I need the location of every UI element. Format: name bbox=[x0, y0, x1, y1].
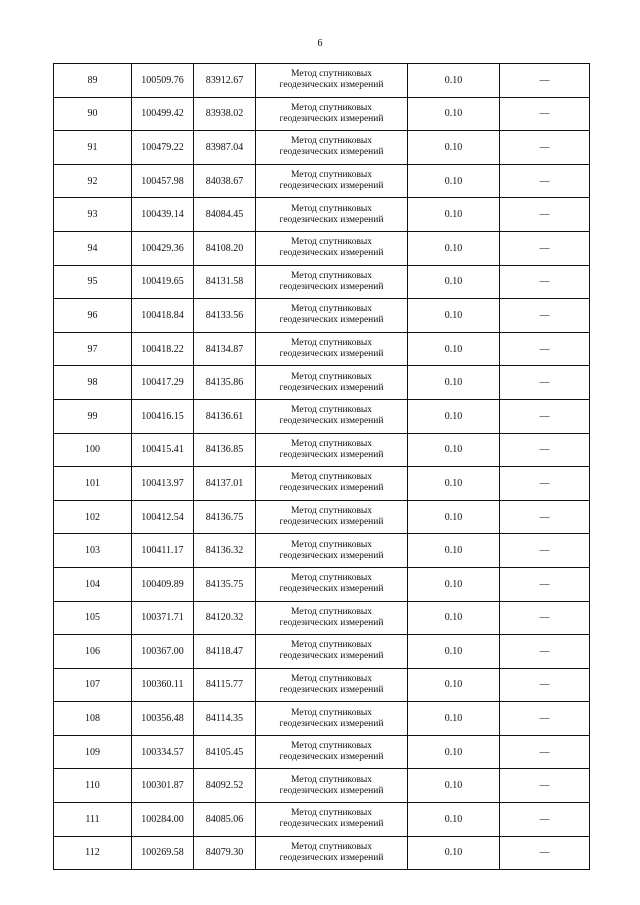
x-coordinate-cell: 100429.36 bbox=[132, 231, 194, 265]
method-cell bbox=[256, 635, 408, 669]
method-line-2: геодезических измерений bbox=[279, 248, 384, 259]
x-coordinate-cell: 100371.71 bbox=[132, 601, 194, 635]
method-line-2: геодезических измерений bbox=[279, 852, 384, 863]
accuracy-cell: 0.10 bbox=[408, 265, 500, 299]
method-line-1: Метод спутниковых bbox=[290, 841, 373, 852]
table-row bbox=[54, 366, 590, 400]
accuracy-cell: 0.10 bbox=[408, 131, 500, 165]
method-line-2: геодезических измерений bbox=[279, 147, 384, 158]
method-line-1: Метод спутниковых bbox=[290, 606, 373, 617]
table-row bbox=[54, 635, 590, 669]
accuracy-cell: 0.10 bbox=[408, 500, 500, 534]
method-cell bbox=[256, 500, 408, 534]
y-coordinate-cell: 84134.87 bbox=[194, 332, 256, 366]
point-number-cell: 94 bbox=[54, 231, 132, 265]
method-line-2: геодезических измерений bbox=[279, 382, 384, 393]
method-line-1: Метод спутниковых bbox=[290, 506, 373, 517]
method-cell bbox=[256, 198, 408, 232]
point-number-cell: 101 bbox=[54, 467, 132, 501]
x-coordinate-cell: 100457.98 bbox=[132, 164, 194, 198]
point-number-cell: 97 bbox=[54, 332, 132, 366]
method-line-2: геодезических измерений bbox=[279, 181, 384, 192]
table-row bbox=[54, 433, 590, 467]
x-coordinate-cell: 100412.54 bbox=[132, 500, 194, 534]
y-coordinate-cell: 84084.45 bbox=[194, 198, 256, 232]
method-line-1: Метод спутниковых bbox=[290, 203, 373, 214]
method-line-2: геодезических измерений bbox=[279, 349, 384, 360]
y-coordinate-cell: 84108.20 bbox=[194, 231, 256, 265]
method-line-2: геодезических измерений bbox=[279, 718, 384, 729]
method-line-1: Метод спутниковых bbox=[290, 136, 373, 147]
x-coordinate-cell: 100499.42 bbox=[132, 97, 194, 131]
x-coordinate-cell: 100418.22 bbox=[132, 332, 194, 366]
y-coordinate-cell: 83938.02 bbox=[194, 97, 256, 131]
method-cell bbox=[256, 735, 408, 769]
method-line-2: геодезических измерений bbox=[279, 752, 384, 763]
accuracy-cell: 0.10 bbox=[408, 164, 500, 198]
accuracy-cell: 0.10 bbox=[408, 567, 500, 601]
y-coordinate-cell: 84038.67 bbox=[194, 164, 256, 198]
x-coordinate-cell: 100416.15 bbox=[132, 399, 194, 433]
method-line-1: Метод спутниковых bbox=[290, 673, 373, 684]
description-cell: — bbox=[500, 265, 590, 299]
x-coordinate-cell: 100439.14 bbox=[132, 198, 194, 232]
y-coordinate-cell: 84115.77 bbox=[194, 668, 256, 702]
point-number-cell: 104 bbox=[54, 567, 132, 601]
point-number-cell: 93 bbox=[54, 198, 132, 232]
table-row bbox=[54, 131, 590, 165]
method-cell bbox=[256, 836, 408, 870]
method-line-1: Метод спутниковых bbox=[290, 304, 373, 315]
coordinates-table bbox=[53, 63, 590, 870]
description-cell: — bbox=[500, 198, 590, 232]
x-coordinate-cell: 100417.29 bbox=[132, 366, 194, 400]
table-row bbox=[54, 97, 590, 131]
table-row bbox=[54, 265, 590, 299]
y-coordinate-cell: 84114.35 bbox=[194, 702, 256, 736]
accuracy-cell: 0.10 bbox=[408, 836, 500, 870]
method-cell bbox=[256, 164, 408, 198]
y-coordinate-cell: 84092.52 bbox=[194, 769, 256, 803]
accuracy-cell: 0.10 bbox=[408, 231, 500, 265]
method-cell bbox=[256, 131, 408, 165]
table-row bbox=[54, 500, 590, 534]
description-cell: — bbox=[500, 668, 590, 702]
accuracy-cell: 0.10 bbox=[408, 702, 500, 736]
method-line-2: геодезических измерений bbox=[279, 449, 384, 460]
description-cell: — bbox=[500, 702, 590, 736]
accuracy-cell: 0.10 bbox=[408, 198, 500, 232]
x-coordinate-cell: 100367.00 bbox=[132, 635, 194, 669]
method-line-2: геодезических измерений bbox=[279, 617, 384, 628]
table-row bbox=[54, 601, 590, 635]
x-coordinate-cell: 100356.48 bbox=[132, 702, 194, 736]
method-line-2: геодезических измерений bbox=[279, 651, 384, 662]
accuracy-cell: 0.10 bbox=[408, 64, 500, 98]
method-line-2: геодезических измерений bbox=[279, 819, 384, 830]
method-line-2: геодезических измерений bbox=[279, 483, 384, 494]
description-cell: — bbox=[500, 131, 590, 165]
method-line-1: Метод спутниковых bbox=[290, 774, 373, 785]
point-number-cell: 100 bbox=[54, 433, 132, 467]
method-line-2: геодезических измерений bbox=[279, 550, 384, 561]
y-coordinate-cell: 84135.86 bbox=[194, 366, 256, 400]
table-row bbox=[54, 164, 590, 198]
description-cell: — bbox=[500, 366, 590, 400]
point-number-cell: 103 bbox=[54, 534, 132, 568]
accuracy-cell: 0.10 bbox=[408, 534, 500, 568]
description-cell: — bbox=[500, 164, 590, 198]
method-cell bbox=[256, 769, 408, 803]
table-row bbox=[54, 534, 590, 568]
accuracy-cell: 0.10 bbox=[408, 433, 500, 467]
page-number: 6 bbox=[317, 38, 323, 49]
description-cell: — bbox=[500, 735, 590, 769]
y-coordinate-cell: 84136.75 bbox=[194, 500, 256, 534]
table-row bbox=[54, 836, 590, 870]
accuracy-cell: 0.10 bbox=[408, 299, 500, 333]
method-cell bbox=[256, 64, 408, 98]
method-line-2: геодезических измерений bbox=[279, 785, 384, 796]
description-cell: — bbox=[500, 534, 590, 568]
table-row bbox=[54, 198, 590, 232]
x-coordinate-cell: 100301.87 bbox=[132, 769, 194, 803]
description-cell: — bbox=[500, 769, 590, 803]
method-line-2: геодезических измерений bbox=[279, 281, 384, 292]
description-cell: — bbox=[500, 601, 590, 635]
point-number-cell: 108 bbox=[54, 702, 132, 736]
description-cell: — bbox=[500, 803, 590, 837]
method-line-2: геодезических измерений bbox=[279, 517, 384, 528]
table-row bbox=[54, 467, 590, 501]
point-number-cell: 102 bbox=[54, 500, 132, 534]
accuracy-cell: 0.10 bbox=[408, 467, 500, 501]
accuracy-cell: 0.10 bbox=[408, 803, 500, 837]
method-cell bbox=[256, 567, 408, 601]
table-row bbox=[54, 231, 590, 265]
point-number-cell: 89 bbox=[54, 64, 132, 98]
method-line-1: Метод спутниковых bbox=[290, 102, 373, 113]
point-number-cell: 99 bbox=[54, 399, 132, 433]
table-row bbox=[54, 735, 590, 769]
y-coordinate-cell: 84120.32 bbox=[194, 601, 256, 635]
method-line-2: геодезических измерений bbox=[279, 315, 384, 326]
x-coordinate-cell: 100509.76 bbox=[132, 64, 194, 98]
method-line-1: Метод спутниковых bbox=[290, 640, 373, 651]
method-line-1: Метод спутниковых bbox=[290, 170, 373, 181]
x-coordinate-cell: 100360.11 bbox=[132, 668, 194, 702]
description-cell: — bbox=[500, 500, 590, 534]
method-cell bbox=[256, 433, 408, 467]
y-coordinate-cell: 83987.04 bbox=[194, 131, 256, 165]
y-coordinate-cell: 84136.32 bbox=[194, 534, 256, 568]
method-cell bbox=[256, 231, 408, 265]
method-cell bbox=[256, 534, 408, 568]
method-cell bbox=[256, 467, 408, 501]
table-row bbox=[54, 64, 590, 98]
method-line-1: Метод спутниковых bbox=[290, 338, 373, 349]
method-line-2: геодезических измерений bbox=[279, 584, 384, 595]
y-coordinate-cell: 84105.45 bbox=[194, 735, 256, 769]
accuracy-cell: 0.10 bbox=[408, 668, 500, 702]
method-cell bbox=[256, 399, 408, 433]
method-cell bbox=[256, 299, 408, 333]
x-coordinate-cell: 100269.58 bbox=[132, 836, 194, 870]
y-coordinate-cell: 84133.56 bbox=[194, 299, 256, 333]
description-cell: — bbox=[500, 64, 590, 98]
x-coordinate-cell: 100415.41 bbox=[132, 433, 194, 467]
point-number-cell: 92 bbox=[54, 164, 132, 198]
y-coordinate-cell: 84079.30 bbox=[194, 836, 256, 870]
method-line-1: Метод спутниковых bbox=[290, 808, 373, 819]
accuracy-cell: 0.10 bbox=[408, 332, 500, 366]
method-cell bbox=[256, 366, 408, 400]
x-coordinate-cell: 100419.65 bbox=[132, 265, 194, 299]
description-cell: — bbox=[500, 567, 590, 601]
table-row bbox=[54, 332, 590, 366]
method-cell bbox=[256, 265, 408, 299]
description-cell: — bbox=[500, 433, 590, 467]
table-row bbox=[54, 803, 590, 837]
method-cell bbox=[256, 601, 408, 635]
y-coordinate-cell: 84136.61 bbox=[194, 399, 256, 433]
description-cell: — bbox=[500, 399, 590, 433]
accuracy-cell: 0.10 bbox=[408, 601, 500, 635]
point-number-cell: 106 bbox=[54, 635, 132, 669]
method-line-1: Метод спутниковых bbox=[290, 573, 373, 584]
y-coordinate-cell: 84135.75 bbox=[194, 567, 256, 601]
y-coordinate-cell: 84085.06 bbox=[194, 803, 256, 837]
point-number-cell: 110 bbox=[54, 769, 132, 803]
coordinates-table-body bbox=[54, 64, 590, 870]
method-cell bbox=[256, 803, 408, 837]
y-coordinate-cell: 83912.67 bbox=[194, 64, 256, 98]
method-line-1: Метод спутниковых bbox=[290, 69, 373, 80]
description-cell: — bbox=[500, 299, 590, 333]
point-number-cell: 90 bbox=[54, 97, 132, 131]
x-coordinate-cell: 100413.97 bbox=[132, 467, 194, 501]
method-line-1: Метод спутниковых bbox=[290, 371, 373, 382]
point-number-cell: 112 bbox=[54, 836, 132, 870]
point-number-cell: 95 bbox=[54, 265, 132, 299]
method-line-2: геодезических измерений bbox=[279, 113, 384, 124]
point-number-cell: 109 bbox=[54, 735, 132, 769]
description-cell: — bbox=[500, 836, 590, 870]
table-row bbox=[54, 668, 590, 702]
method-cell bbox=[256, 332, 408, 366]
method-line-2: геодезических измерений bbox=[279, 416, 384, 427]
y-coordinate-cell: 84136.85 bbox=[194, 433, 256, 467]
method-line-1: Метод спутниковых bbox=[290, 237, 373, 248]
x-coordinate-cell: 100409.89 bbox=[132, 567, 194, 601]
table-row bbox=[54, 702, 590, 736]
accuracy-cell: 0.10 bbox=[408, 769, 500, 803]
accuracy-cell: 0.10 bbox=[408, 635, 500, 669]
accuracy-cell: 0.10 bbox=[408, 97, 500, 131]
point-number-cell: 96 bbox=[54, 299, 132, 333]
point-number-cell: 111 bbox=[54, 803, 132, 837]
x-coordinate-cell: 100479.22 bbox=[132, 131, 194, 165]
method-line-2: геодезических измерений bbox=[279, 80, 384, 91]
method-line-1: Метод спутниковых bbox=[290, 270, 373, 281]
accuracy-cell: 0.10 bbox=[408, 735, 500, 769]
x-coordinate-cell: 100411.17 bbox=[132, 534, 194, 568]
point-number-cell: 98 bbox=[54, 366, 132, 400]
description-cell: — bbox=[500, 97, 590, 131]
description-cell: — bbox=[500, 231, 590, 265]
method-line-1: Метод спутниковых bbox=[290, 539, 373, 550]
point-number-cell: 105 bbox=[54, 601, 132, 635]
table-row bbox=[54, 567, 590, 601]
x-coordinate-cell: 100284.00 bbox=[132, 803, 194, 837]
accuracy-cell: 0.10 bbox=[408, 366, 500, 400]
method-cell bbox=[256, 702, 408, 736]
table-row bbox=[54, 399, 590, 433]
method-line-1: Метод спутниковых bbox=[290, 438, 373, 449]
description-cell: — bbox=[500, 332, 590, 366]
method-line-2: геодезических измерений bbox=[279, 684, 384, 695]
table-row bbox=[54, 299, 590, 333]
point-number-cell: 91 bbox=[54, 131, 132, 165]
y-coordinate-cell: 84118.47 bbox=[194, 635, 256, 669]
description-cell: — bbox=[500, 635, 590, 669]
y-coordinate-cell: 84131.58 bbox=[194, 265, 256, 299]
method-line-1: Метод спутниковых bbox=[290, 405, 373, 416]
accuracy-cell: 0.10 bbox=[408, 399, 500, 433]
y-coordinate-cell: 84137.01 bbox=[194, 467, 256, 501]
method-line-1: Метод спутниковых bbox=[290, 707, 373, 718]
x-coordinate-cell: 100418.84 bbox=[132, 299, 194, 333]
description-cell: — bbox=[500, 467, 590, 501]
table-row bbox=[54, 769, 590, 803]
method-line-2: геодезических измерений bbox=[279, 214, 384, 225]
method-cell bbox=[256, 668, 408, 702]
method-cell bbox=[256, 97, 408, 131]
point-number-cell: 107 bbox=[54, 668, 132, 702]
method-line-1: Метод спутниковых bbox=[290, 741, 373, 752]
x-coordinate-cell: 100334.57 bbox=[132, 735, 194, 769]
method-line-1: Метод спутниковых bbox=[290, 472, 373, 483]
